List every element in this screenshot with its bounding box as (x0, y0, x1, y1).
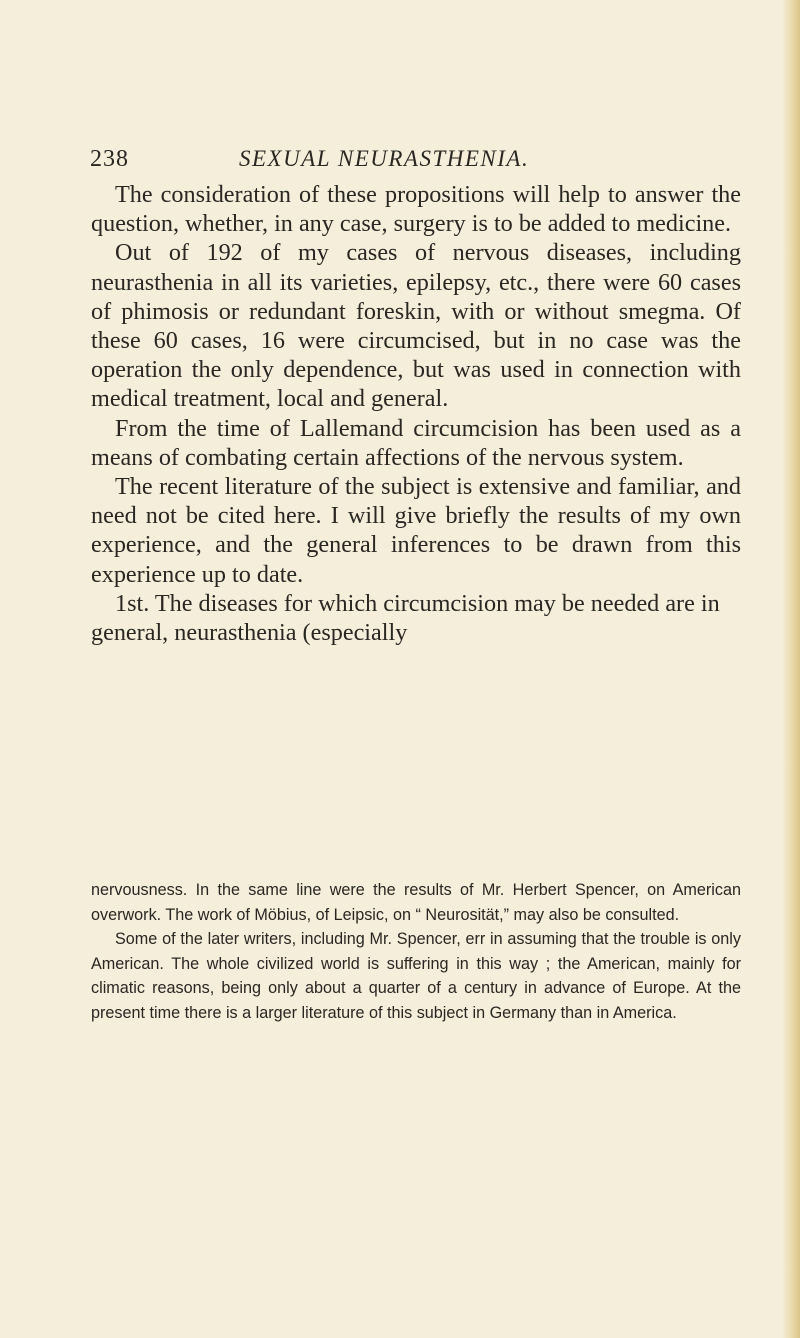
running-title: SEXUAL NEURASTHENIA. (239, 146, 530, 171)
footnote-paragraph: Some of the later writers, including Mr. Spencer, err in assuming that the trouble is only American. The whole civilized world is suffering in this way ; the American, mainly for climatic reasons, being only about a quarter of a century in advance of Europe. At the present time there is a larger literature of this subject in Germany than in America. (91, 930, 741, 1022)
page-number: 238 (90, 146, 129, 172)
main-text (91, 180, 741, 647)
paragraph: The recent literature of the subject is extensive and familiar, and need not be cited here. I will give briefly the results of my own experience, and the general inferences to be drawn from this experience up to date. (91, 473, 741, 588)
paragraph: The consideration of these propositions will help to answer the question, whether, in any case, surgery is to be added to medicine. (91, 181, 741, 238)
footnote (91, 878, 741, 1026)
paragraph: Out of 192 of my cases of nervous diseases, including neurasthenia in all its varieties, epilepsy, etc., there were 60 cases of phimosis or redundant foreskin, with or without smegma. Of these 60 cases, 16 were circumcised, but in no case was the operation the only dependence, but was used in connection with medical treatment, local and general. (91, 239, 741, 413)
footnote-paragraph: nervousness. In the same line were the results of Mr. Herbert Spencer, on American overwork. The work of Möbius, of Leipsic, on “ Neurosität,” may also be consulted. (91, 881, 741, 924)
page-edge (782, 0, 800, 1338)
paragraph: From the time of Lallemand circumcision has been used as a means of combating certain affections of the nervous system. (91, 414, 741, 471)
paragraph: 1st. The diseases for which circumcision may be needed are in general, neurasthenia (especially (91, 589, 720, 647)
